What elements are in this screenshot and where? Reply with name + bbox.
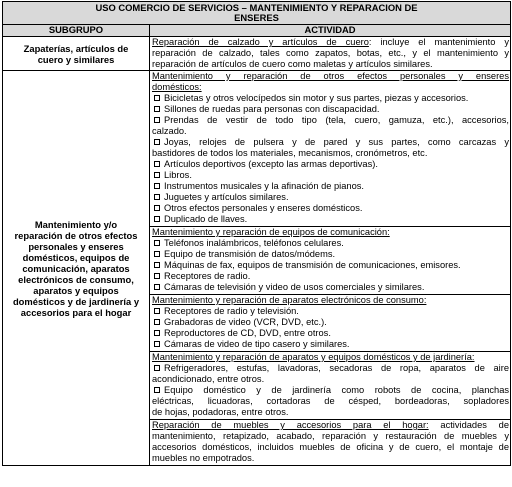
checkbox-icon bbox=[154, 95, 160, 101]
subgroup-repair-line: reparación de otros efectos bbox=[14, 229, 138, 241]
section-furniture-line: mantenimiento, retapizado, acabado, reparación y restauración de muebles y bbox=[152, 431, 510, 441]
subgroup-repair-line: aparatos y equipos bbox=[33, 284, 119, 296]
list-item-cont: calzado. bbox=[152, 126, 187, 136]
list-item-cont: de hojas, podadoras, entre otros. bbox=[152, 407, 289, 417]
activity-footwear-line bbox=[152, 37, 509, 48]
section-personal-effects-title: Mantenimiento y reparación de otros efectos personales y enseres bbox=[152, 71, 510, 81]
list-item: Receptores de radio y televisión. bbox=[152, 306, 509, 317]
checkbox-icon bbox=[154, 387, 160, 393]
list-item: Duplicado de llaves. bbox=[152, 214, 509, 225]
subgroup-footwear bbox=[3, 37, 150, 71]
subgroup-repair-line: domésticos y de jardinería y bbox=[12, 295, 140, 307]
list-item: Cámaras de video de tipo casero y similares. bbox=[152, 339, 509, 350]
list-item: Juguetes y artículos similares. bbox=[152, 192, 509, 203]
list-item: Prendas de vestir de todo tipo (tela, cuero, gamuza, etc.), accesorios, bbox=[152, 115, 509, 126]
section-furniture bbox=[150, 419, 510, 465]
list-item: Cámaras de televisión y video de usos comerciales y similares. bbox=[152, 282, 509, 293]
section-furniture-line: accesorios domésticos, incluidos muebles de oficina y de cuero, el montaje de bbox=[152, 442, 510, 452]
list-item: Reproductores de CD, DVD, entre otros. bbox=[152, 328, 509, 339]
section-personal-effects bbox=[150, 71, 510, 226]
checkbox-icon bbox=[154, 341, 160, 347]
list-item: Otros efectos personales y enseres domésticos. bbox=[152, 203, 509, 214]
checkbox-icon bbox=[154, 330, 160, 336]
subgroup-repair-line: domésticos, equipos de bbox=[22, 251, 130, 263]
activity-footwear-text: : incluye el mantenimiento y bbox=[368, 37, 510, 47]
checkbox-icon bbox=[154, 216, 160, 222]
checkbox-icon bbox=[154, 365, 160, 371]
subgroup-repair-line: comunicación, aparatos bbox=[22, 262, 130, 274]
section-communication-title: Mantenimiento y reparación de equipos de comunicación: bbox=[152, 227, 390, 237]
section-appliances-title: Mantenimiento y reparación de aparatos y equipos domésticos y de jardinería: bbox=[152, 352, 475, 362]
section-electronics bbox=[150, 294, 510, 351]
checkbox-icon bbox=[154, 117, 160, 123]
list-item-cont: bastidores de todos los materiales, mecanismos, cronómetros, etc. bbox=[152, 148, 428, 158]
checkbox-icon bbox=[154, 284, 160, 290]
checkbox-icon bbox=[154, 183, 160, 189]
subgroup-repair bbox=[3, 71, 150, 466]
list-item: Instrumentos musicales y la afinación de pianos. bbox=[152, 181, 509, 192]
subgroup-repair-line: personales y enseres bbox=[28, 240, 124, 252]
table-title-line1: USO COMERCIO DE SERVICIOS – MANTENIMIENTO Y REPARACION DE bbox=[95, 2, 418, 13]
checkbox-icon bbox=[154, 240, 160, 246]
checkbox-icon bbox=[154, 262, 160, 268]
list-item: Receptores de radio. bbox=[152, 271, 509, 282]
list-item: Máquinas de fax, equipos de transmisión de comunicaciones, emisores. bbox=[152, 260, 509, 271]
section-communication bbox=[150, 226, 510, 294]
list-item: Bicicletas y otros velocípedos sin motor y sus partes, piezas y accesorios. bbox=[152, 93, 509, 104]
list-item: Teléfonos inalámbricos, teléfonos celulares. bbox=[152, 238, 509, 249]
checkbox-icon bbox=[154, 172, 160, 178]
activity-footwear-line: reparación de calzado, tales como zapatos, botas, etc., y el mantenimiento y bbox=[152, 48, 510, 58]
list-item: Sillones de ruedas para personas con discapacidad. bbox=[152, 104, 509, 115]
subgroup-repair-line: electrónicos de consumo, bbox=[18, 273, 134, 285]
list-item: Grabadoras de video (VCR, DVD, etc.). bbox=[152, 317, 509, 328]
list-item: Equipo de transmisión de datos/módems. bbox=[152, 249, 509, 260]
checkbox-icon bbox=[154, 139, 160, 145]
checkbox-icon bbox=[154, 251, 160, 257]
checkbox-icon bbox=[154, 106, 160, 112]
activity-footwear bbox=[150, 37, 511, 71]
subgroup-repair-line: accesorios para el hogar bbox=[20, 306, 132, 318]
section-furniture-line: muebles no empotrados. bbox=[152, 453, 255, 463]
list-item: Libros. bbox=[152, 170, 509, 181]
activity-footwear-title: Reparación de calzado y artículos de cuero bbox=[152, 37, 369, 47]
activity-table-sheet bbox=[2, 1, 510, 485]
table-title-line2: ENSERES bbox=[234, 12, 279, 23]
list-item: Equipo doméstico y de jardinería como robots de cocina, planchas bbox=[152, 385, 509, 396]
checkbox-icon bbox=[154, 308, 160, 314]
section-personal-effects-title-cont: domésticos: bbox=[152, 82, 202, 92]
checkbox-icon bbox=[154, 161, 160, 167]
activity-footwear-line: reparación de artículos de cuero como maletas y artículos similares. bbox=[152, 59, 433, 69]
section-furniture-line: Reparación de muebles y accesorios para el hogar: actividades de bbox=[152, 420, 510, 430]
column-header-subgrupo: SUBGRUPO bbox=[3, 25, 150, 37]
list-item-cont: eléctricas, licuadoras, cortadoras de césped, bordeadoras, sopladores bbox=[152, 396, 510, 406]
table-title bbox=[3, 2, 511, 25]
activity-table bbox=[2, 1, 511, 466]
subgroup-footwear-line: Zapaterías, artículos de bbox=[23, 42, 129, 54]
checkbox-icon bbox=[154, 319, 160, 325]
list-item: Joyas, relojes de pulsera y de pared y sus partes, como carcazas y bbox=[152, 137, 509, 148]
list-item: Refrigeradores, estufas, lavadoras, secadoras de ropa, aparatos de aire bbox=[152, 363, 509, 374]
list-item-cont: acondicionado, entre otros. bbox=[152, 374, 265, 384]
list-item: Artículos deportivos (excepto las armas deportivas). bbox=[152, 159, 509, 170]
checkbox-icon bbox=[154, 205, 160, 211]
column-header-actividad: ACTIVIDAD bbox=[150, 25, 511, 37]
subgroup-repair-line: Mantenimiento y/o bbox=[34, 218, 118, 230]
checkbox-icon bbox=[154, 273, 160, 279]
activity-repair bbox=[150, 71, 511, 466]
section-appliances bbox=[150, 351, 510, 419]
subgroup-footwear-line: cuero y similares bbox=[37, 53, 115, 65]
section-electronics-title: Mantenimiento y reparación de aparatos electrónicos de consumo: bbox=[152, 295, 427, 305]
checkbox-icon bbox=[154, 194, 160, 200]
